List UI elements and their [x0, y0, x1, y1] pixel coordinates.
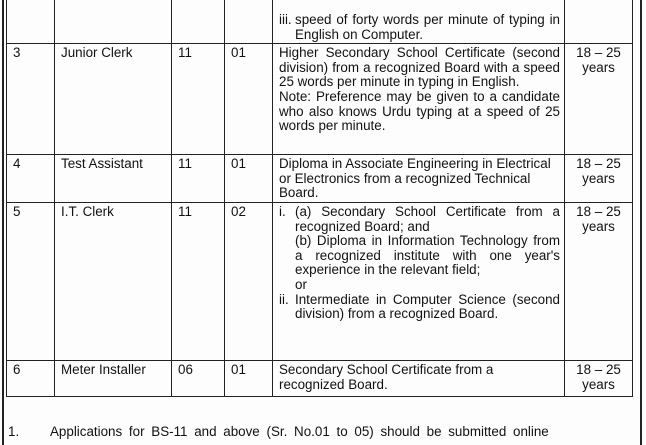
- qualification-text: Higher Secondary School Certificate (second division) from a recognized Board with a speed 25 words per minute in typing in English.: [279, 45, 560, 90]
- bs-cell: 11: [172, 202, 225, 360]
- post-cell: Test Assistant: [55, 155, 172, 203]
- age-range: 18 – 25: [576, 203, 621, 219]
- count-cell: 01: [225, 44, 273, 155]
- age-range: 18 – 25: [576, 156, 621, 172]
- age-cell: [565, 202, 633, 360]
- age-unit: years: [582, 376, 615, 392]
- footnote-text: Applications for BS-11 and above (Sr. No.01 to 05) should be submitted online: [50, 424, 549, 439]
- sr-cell: [7, 0, 55, 44]
- post-cell: [55, 0, 172, 44]
- age-range: 18 – 25: [576, 45, 621, 61]
- post-cell: Junior Clerk: [55, 44, 172, 155]
- qualification-or: or: [295, 276, 307, 292]
- bs-cell: 11: [172, 155, 225, 203]
- footnote: [8, 424, 632, 439]
- qualification-option-a: (a) Secondary School Certificate from a recognized Board; and: [295, 203, 560, 234]
- sr-cell: 3: [7, 44, 55, 155]
- table-row: [7, 0, 633, 44]
- count-cell: [225, 0, 273, 44]
- bs-cell: 06: [172, 360, 225, 396]
- age-unit: years: [582, 218, 615, 234]
- count-cell: 01: [225, 360, 273, 396]
- qualification-cell: Secondary School Certificate from a recognized Board.: [273, 360, 565, 396]
- qualification-option-b: (b) Diploma in Information Technology from a recognized institute with one year's experience in the relevant field;: [295, 233, 560, 278]
- age-cell: [565, 155, 633, 203]
- sr-cell: 5: [7, 202, 55, 360]
- age-cell: [565, 0, 633, 44]
- table-row: [7, 360, 633, 396]
- item-number: ii.: [279, 291, 289, 307]
- age-cell: [565, 44, 633, 155]
- sr-cell: 6: [7, 360, 55, 396]
- age-cell: [565, 360, 633, 396]
- qualification-cell: [273, 202, 565, 360]
- bs-cell: 11: [172, 44, 225, 155]
- age-unit: years: [582, 59, 615, 75]
- qualification-cell: [273, 44, 565, 155]
- qualification-text: speed of forty words per minute of typing in English on Computer.: [295, 12, 560, 42]
- qualification-cell: [273, 0, 565, 44]
- age-range: 18 – 25: [576, 361, 621, 377]
- qualification-cell: Diploma in Associate Engineering in Electrical or Electronics from a recognized Technical Board.: [273, 155, 565, 203]
- footnote-number: 1.: [8, 424, 20, 439]
- count-cell: 02: [225, 202, 273, 360]
- table-row: [7, 44, 633, 155]
- age-unit: years: [582, 170, 615, 186]
- count-cell: 01: [225, 155, 273, 203]
- post-cell: Meter Installer: [55, 360, 172, 396]
- item-number: i.: [279, 203, 286, 219]
- vacancy-table: [6, 0, 633, 397]
- sr-cell: 4: [7, 155, 55, 203]
- bs-cell: [172, 0, 225, 44]
- table-row: [7, 202, 633, 360]
- qualification-text: Intermediate in Computer Science (second division) from a recognized Board.: [295, 291, 560, 322]
- qualification-note: Note: Preference may be given to a candidate who also knows Urdu typing at a speed of 25 words per minute.: [279, 88, 560, 134]
- post-cell: I.T. Clerk: [55, 202, 172, 360]
- item-number: iii.: [279, 12, 292, 27]
- table-row: [7, 155, 633, 203]
